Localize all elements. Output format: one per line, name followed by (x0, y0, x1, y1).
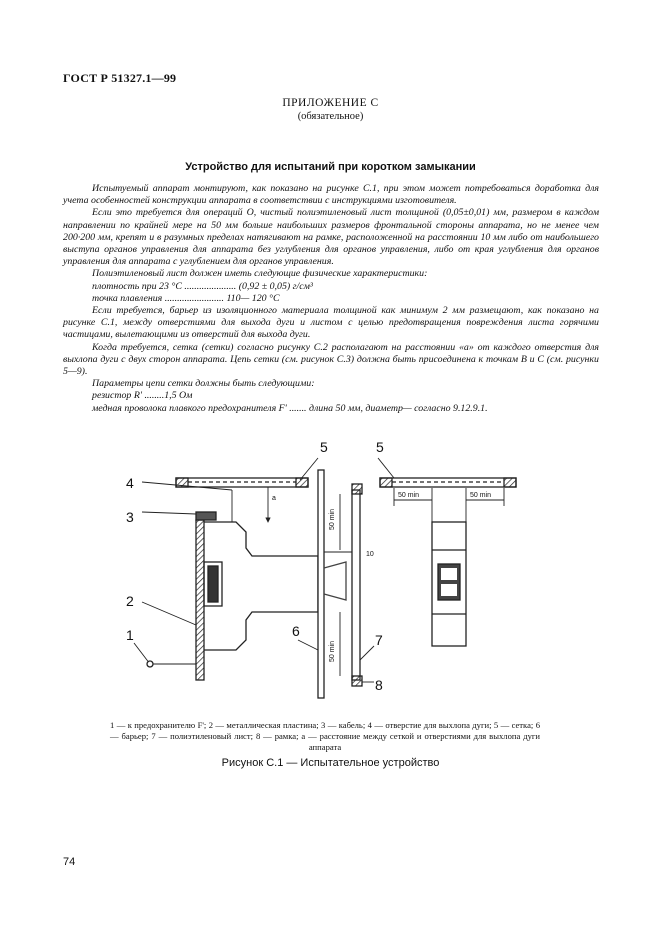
dim-10: 10 (366, 551, 374, 558)
leader-5 (300, 458, 318, 480)
paragraph-grid: Когда требуется, сетка (сетки) согласно рисунку С.2 располагают на расстоянии «а» от каждого отверстия для выхлопа дуги с двух сторон аппарата. Цепь сетки (см. рисунок С.3) должна быть присоединена к точкам В и С (см. рисунки 5—9). (63, 341, 599, 378)
frame-bottom (352, 676, 362, 686)
figure-legend: 1 — к предохранителю F'; 2 — металлическая пластина; 3 — кабель; 4 — отверстие для выхлопа дуги; 5 — сетка; 6 — барьер; 7 — полиэтиленовый лист; 8 — рамка; а — расстояние между сеткой и отверстиями для выхлопа дуги аппарата (110, 720, 540, 752)
property-melting-point: точка плавления ........................ 110— 120 °С (92, 292, 280, 304)
callout-2: 2 (126, 593, 134, 609)
callout-5-front: 5 (376, 439, 384, 455)
callout-1: 1 (126, 627, 134, 643)
leader-1 (134, 643, 150, 664)
leader-3 (142, 512, 196, 514)
frame-top (352, 484, 362, 494)
leader-7 (360, 646, 374, 660)
annex-subtitle: (обязательное) (297, 111, 364, 122)
callout-labels (126, 439, 384, 693)
dim-a: a (272, 495, 276, 502)
polyethylene-sheet-frame (352, 490, 360, 680)
leader-2 (142, 602, 196, 625)
terminal (147, 661, 153, 667)
callout-5: 5 (320, 439, 328, 455)
annex-title: ПРИЛОЖЕНИЕ С (282, 97, 379, 109)
apparatus-side-view (134, 458, 374, 698)
paragraph-mounting: Испытуемый аппарат монтируют, как показано на рисунке С.1, при этом может потребоваться доработка для учета особенностей конструкции аппарата в соответствии с инструкциями изготовителя. (63, 183, 599, 207)
apparatus-front-view (378, 458, 516, 646)
parameter-resistor: резистор R' ........1,5 Ом (92, 390, 193, 402)
leader-5-front (378, 458, 394, 478)
mechanism-core (208, 566, 218, 602)
paragraph-sheet-properties: Полиэтиленовый лист должен иметь следующие физические характеристики: (92, 268, 428, 280)
grid-front-end-right (504, 478, 516, 487)
callout-7: 7 (375, 632, 383, 648)
paragraph-grid-parameters: Параметры цепи сетки должны быть следующими: (92, 378, 315, 390)
dim-50-bottom: 50 min (329, 640, 336, 662)
document-header: ГОСТ Р 51327.1—99 (63, 71, 177, 85)
barrier (318, 470, 324, 698)
grid-front-end-left (380, 478, 392, 487)
property-density: плотность при 23 °С ..................... (0,92 ± 0,05) г/см³ (92, 280, 313, 292)
callout-4: 4 (126, 475, 134, 491)
dim-50-right: 50 min (470, 492, 492, 499)
arc-exhaust (324, 562, 346, 600)
callout-8: 8 (375, 677, 383, 693)
callout-3: 3 (126, 509, 134, 525)
parameter-fuse-wire: медная проволока плавкого предохранителя F' ....... длина 50 мм, диаметр— согласно 9.12.9.1. (92, 402, 488, 414)
leader-6 (298, 640, 318, 650)
dim-50-left: 50 min (398, 492, 420, 499)
dim-50-top: 50 min (329, 508, 336, 530)
metal-plate (196, 520, 204, 680)
page-number: 74 (63, 856, 76, 868)
figure-title: Рисунок С.1 — Испытательное устройство (221, 757, 440, 769)
front-window-1 (441, 568, 457, 580)
section-title: Устройство для испытаний при коротком замыкании (185, 161, 476, 173)
paragraph-barrier: Если требуется, барьер из изоляционного материала толщиной как минимум 2 мм размещают, как показано на рисунке С.1, между отверстиями для выхода дуги и листом с целью предотвращения повреждения листа горячими частицами, вылетающими из отверстий для выхода дуги. (63, 305, 599, 341)
cable (196, 512, 216, 520)
grid-top-end-right (296, 478, 308, 487)
front-window-2 (441, 584, 457, 596)
apparatus-body (204, 522, 318, 650)
paragraph-polyethylene-sheet: Если это требуется для операций О, чистый полиэтиленовый лист толщиной (0,05±0,01) мм, размером в каждом направлении по крайней мере на 50 мм больше наибольших размеров фронтальной стороны аппарата, но не менее чем 200·200 мм, крепят и в разумных пределах натягивают на рамке, расположенной на расстоянии 10 мм либо от наибольшего выступа органов управления для аппарата без углубления для органов управления, либо от края углубления для органов управления для аппарата с углублением для органов управления. (63, 207, 599, 268)
callout-6: 6 (292, 623, 300, 639)
